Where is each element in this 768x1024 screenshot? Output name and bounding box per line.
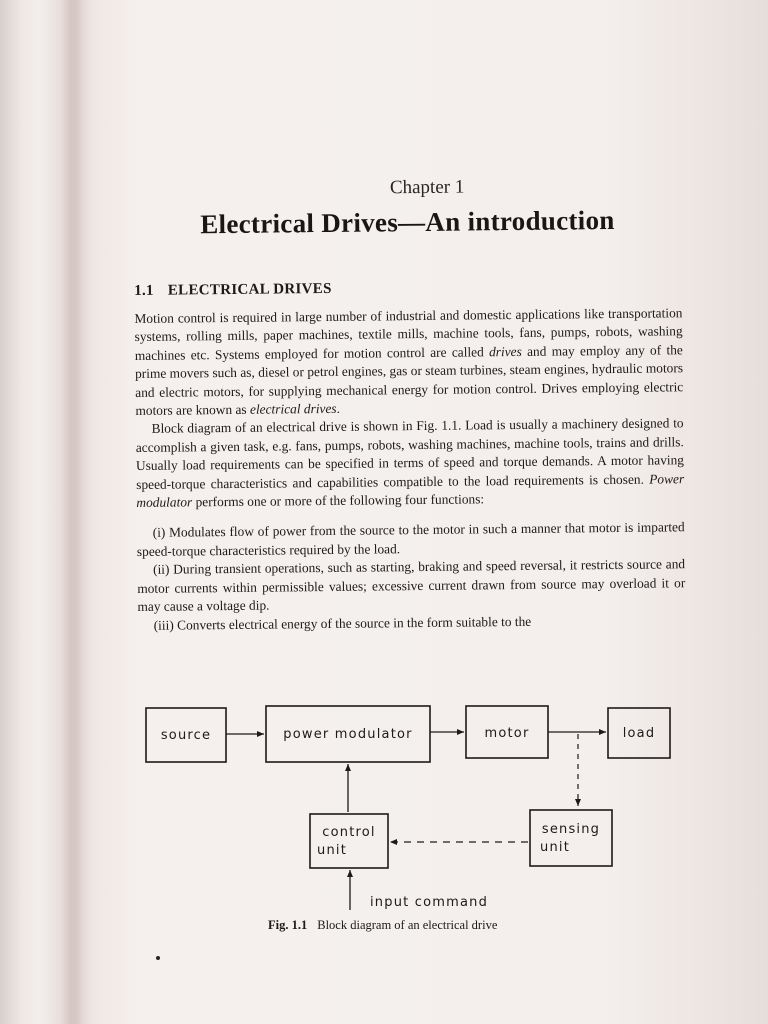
page-speck	[156, 956, 160, 960]
paragraph-1	[134, 304, 683, 420]
paragraph-1-text-a: Motion control is required in large number of industrial and domestic applications like transportation systems, rolling mills, paper machines, textile mills, machine tools, fans, pumps, robots, washing machines etc. Systems employed for motion control are called	[134, 305, 683, 363]
term-drives: drives	[488, 343, 522, 360]
paragraph-2	[136, 415, 685, 513]
list-item-3: (iii) Converts electrical energy of the source in the form suitable to the	[153, 613, 532, 633]
chapter-title: Electrical Drives—An introduction	[200, 204, 615, 240]
control-unit-label-1: control	[322, 825, 376, 840]
motor-block	[466, 706, 548, 758]
paragraph-1-text-c: .	[336, 400, 341, 416]
term-electrical-drives: electrical drives	[249, 400, 337, 417]
section-heading	[134, 277, 682, 300]
sensing-unit-label-2: unit	[540, 840, 570, 855]
section-number: 1.1	[134, 282, 154, 299]
block-diagram	[140, 700, 680, 920]
figure-number: Fig. 1.1	[268, 918, 308, 932]
load-block	[608, 708, 670, 758]
paragraph-1-text-b: and may employ any of the prime movers such as, diesel or petrol engines, gas or steam turbines, steam engines, hydraulic motors and electric motors, for supplying mechanical energy for motion control. Drives employing electric motors are known as	[134, 342, 684, 419]
chapter-label: Chapter 1	[389, 176, 465, 199]
source-block	[146, 708, 226, 762]
power-modulator-block	[266, 706, 430, 762]
load-label: load	[622, 726, 656, 741]
sensing-unit-label-1: sensing	[541, 822, 601, 837]
term-power-modulator: Power modulator	[136, 470, 685, 511]
control-unit-block	[310, 814, 388, 868]
paragraph-2-text-b: performs one or more of the following four functions:	[192, 491, 485, 510]
list-item-2: (ii) During transient operations, such as starting, braking and speed reversal, it restricts source and motor currents within permissible values; excessive current drawn from source may overload it or may cause a voltage dip.	[137, 556, 686, 615]
motor-label: motor	[484, 726, 530, 741]
figure-caption-text: Block diagram of an electrical drive	[317, 918, 498, 932]
page-content	[133, 174, 686, 635]
control-unit-label-2: unit	[317, 843, 347, 858]
block-diagram-svg	[140, 700, 680, 920]
source-label: source	[160, 728, 212, 743]
section-title: ELECTRICAL DRIVES	[167, 280, 332, 299]
input-command-label: input command	[370, 895, 489, 910]
paragraph-2-text-a: Block diagram of an electrical drive is shown in Fig. 1.1. Load is usually a machinery designed to accomplish a given task, e.g. fans, pumps, robots, washing machines, machine tools, trains and drills. Usually load requirements can be specified in terms of speed and torque demands. A motor having speed-torque characteristics and capabilities compatible to the load requirements is chosen.	[135, 415, 685, 492]
power-modulator-label: power modulator	[283, 727, 413, 742]
list-item-1: (i) Modulates flow of power from the source to the motor in such a manner that motor is imparted speed-torque characteristics required by the load.	[136, 519, 685, 559]
figure-caption	[268, 918, 497, 933]
spine-shadow	[60, 0, 82, 1024]
sensing-unit-block	[530, 810, 612, 866]
